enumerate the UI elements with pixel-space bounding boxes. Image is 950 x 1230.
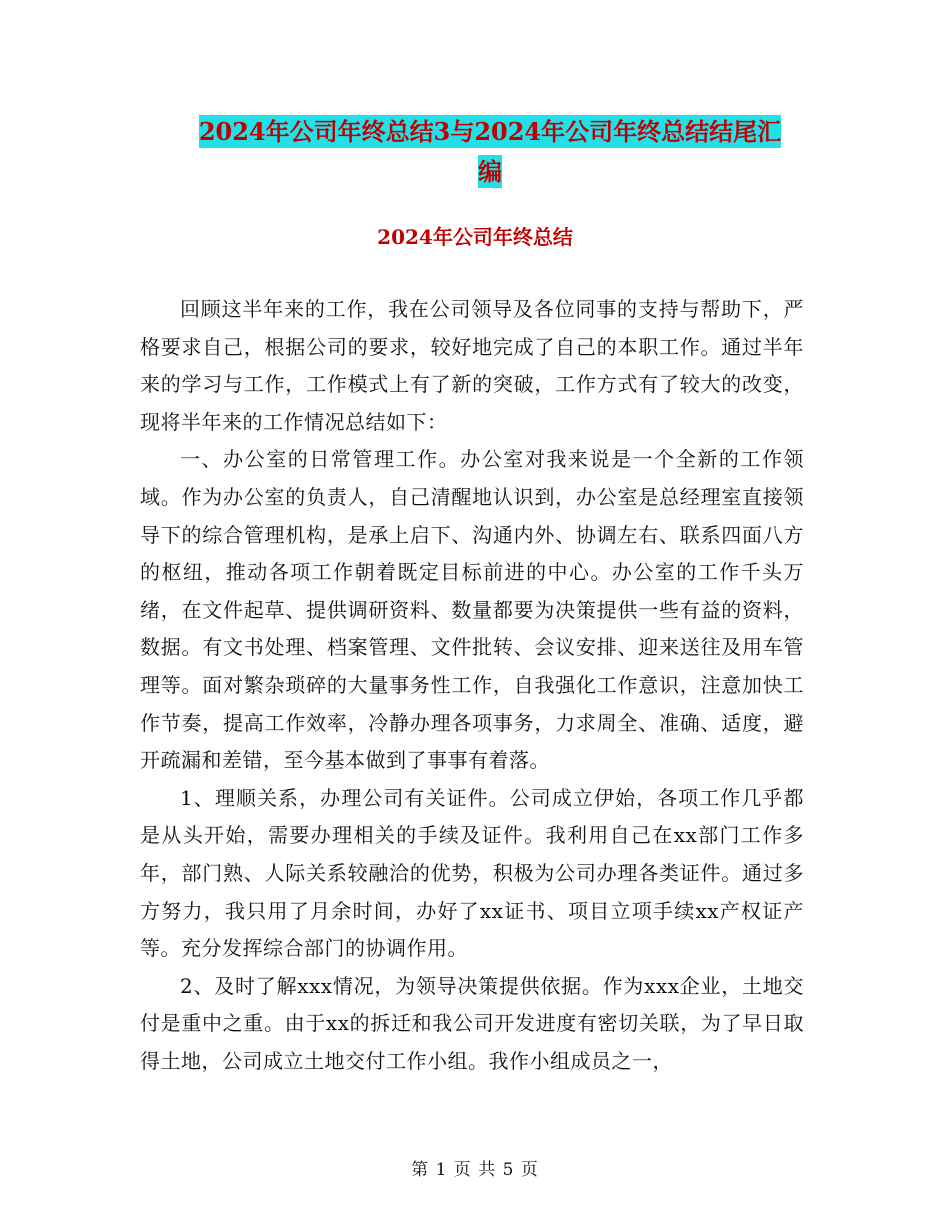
paragraph-land-delivery: 2、及时了解xxx情况，为领导决策提供依据。作为xxx企业，土地交付是重中之重。由于xx的拆迁和我公司开发进度有密切关联，为了早日取得土地，公司成立土地交付工作小组。我作小组成员之一， [140, 973, 804, 1073]
paragraph-certificates: 1、理顺关系，办理公司有关证件。公司成立伊始，各项工作几乎都是从头开始，需要办理相关的手续及证件。我利用自己在xx部门工作多年，部门熟、人际关系较融洽的优势，积极为公司办理各类证件。通过多方努力，我只用了月余时间，办好了xx证书、项目立项手续xx产权证产等。充分发挥综合部门的协调作用。 [140, 785, 804, 961]
body-text [140, 291, 804, 1080]
document-title-line1: 2024年公司年终总结3与2024年公司年终总结结尾汇 [198, 117, 782, 146]
document-title [140, 112, 840, 192]
paragraph-intro: 回顾这半年来的工作，我在公司领导及各位同事的支持与帮助下，严格要求自己，根据公司的要求，较好地完成了自己的本职工作。通过半年来的学习与工作，工作模式上有了新的突破，工作方式有了较大的改变，现将半年来的工作情况总结如下： [140, 297, 804, 434]
paragraph-office-management: 一、办公室的日常管理工作。办公室对我来说是一个全新的工作领域。作为办公室的负责人，自己清醒地认识到，办公室是总经理室直接领导下的综合管理机构，是承上启下、沟通内外、协调左右、联系四面八方的枢纽，推动各项工作朝着既定目标前进的中心。办公室的工作千头万绪，在文件起草、提供调研资料、数量都要为决策提供一些有益的资料，数据。有文书处理、档案管理、文件批转、会议安排、迎来送往及用车管理等。面对繁杂琐碎的大量事务性工作，自我强化工作意识，注意加快工作节奏，提高工作效率，冷静办理各项事务，力求周全、准确、适度，避开疏漏和差错，至今基本做到了事事有着落。 [140, 447, 804, 773]
page-number-footer: 第 1 页 共 5 页 [411, 1160, 539, 1180]
document-title-line2: 编 [478, 157, 502, 186]
section-title: 2024年公司年终总结 [377, 225, 573, 249]
